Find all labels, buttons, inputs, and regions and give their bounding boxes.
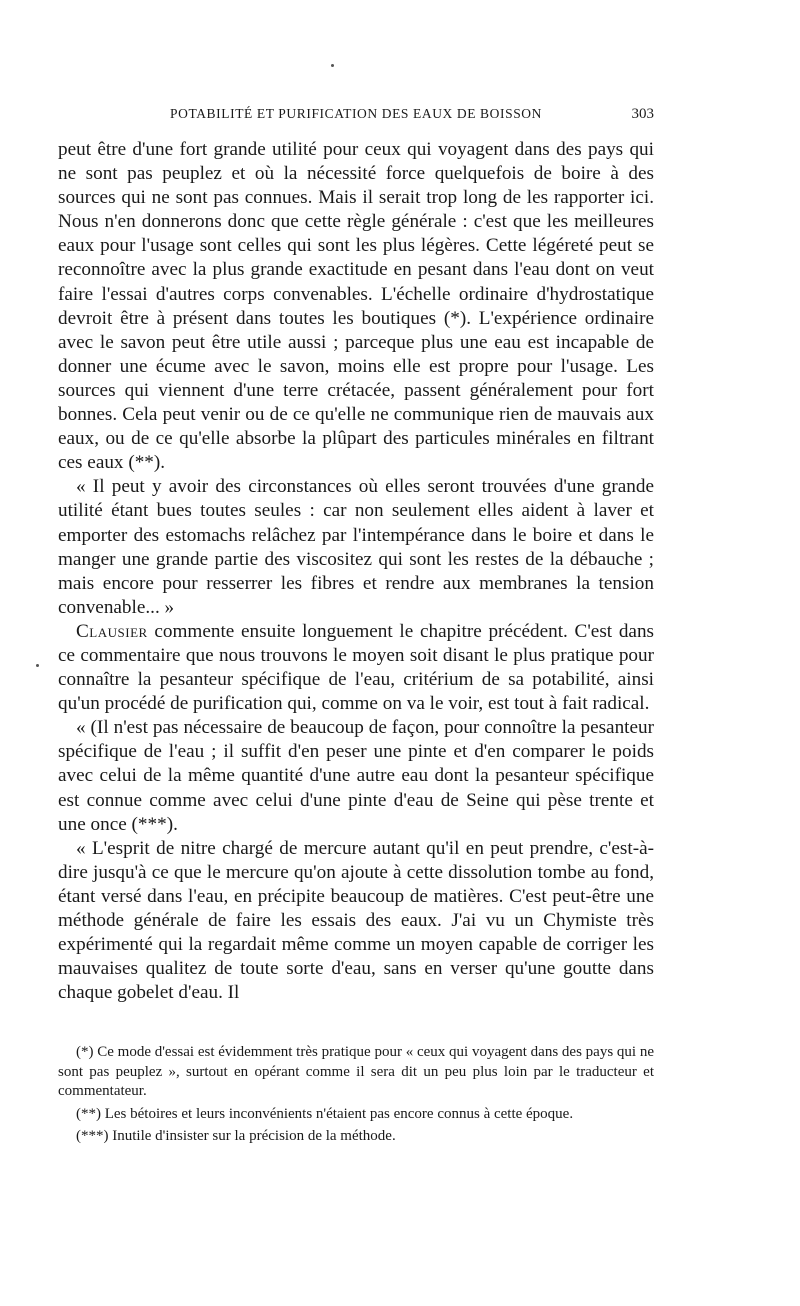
footnote-2: (**) Les bétoires et leurs inconvénients n'étaient pas encore connus à cette époque. [76,1105,574,1122]
footnote-1: (*) Ce mode d'essai est évidemment très pratique pour « ceux qui voyagent dans des pays qui ne sont pas peuplez », surtout en opérant comme il sera dit un peu plus loin par le traducteur et commentateur. [58,1044,654,1099]
paragraph-commentary-text: commente ensuite longuement le chapitre précédent. C'est dans ce commentaire que nous trouvons le moyen soit disant le plus pratique pour connaître la pesanteur spécifique de l'eau, critérium de sa potabilité, ainsi qu'un procédé de purification qui, comme on va le voir, est tout à fait radical. [58,620,654,715]
paragraph-quote-2: « (Il n'est pas nécessaire de beaucoup de façon, pour connoître la pesanteur spécifique de l'eau ; il suffit d'en peser une pinte et d'en comparer le poids avec celui de la même quantité d'une autre eau dont la pesanteur spécifique est connue comme avec celui d'une pinte d'eau de Seine qui pèse trente et une once (***). [58,717,654,835]
running-head: POTABILITÉ ET PURIFICATION DES EAUX DE BOISSON [169,106,543,121]
page-number: 303 [631,106,654,122]
ink-speck [331,64,334,67]
footnotes [58,1043,654,1150]
author-name: Clausier [76,620,148,642]
body-text [58,138,654,1005]
ink-speck [36,664,39,667]
paragraph-quote-1: « Il peut y avoir des circonstances où elles seront trouvées d'une grande utilité étant bues toutes seules : car non seulement elles aident à laver et emporter des estomachs relâchez par l'intempérance dans le boire et dans le manger une grande partie des viscositez qui sont les restes de la débauche ; mais encore pour resserrer les fibres et rendre aux membranes la tension convenable... » [58,476,654,618]
paragraph-continuation: peut être d'une fort grande utilité pour ceux qui voyagent dans des pays qui ne sont pas peuplez et où la nécessité force quelquefois de boire à des sources qui ne sont pas connues. Mais il serait trop long de les rapporter ici. Nous n'en donnerons donc que cette règle générale : c'est que les meilleures eaux pour l'usage sont celles qui sont les plus légères. Cette légéreté peut se reconnoître avec la plus grande exactitude en pesant dans l'eau dont on veut faire l'essai d'autres corps convenables. L'échelle ordinaire d'hydrostatique devroit être à présent dans toutes les boutiques (*). L'expérience ordinaire avec le savon peut être utile aussi ; parceque plus une eau est incapable de donner une écume avec le savon, moins elle est propre pour l'usage. Les sources qui viennent d'une terre crétacée, passent généralement pour fort bonnes. Cela peut venir ou de ce qu'elle ne communique rien de mauvais aux eaux, ou de ce qu'elle absorbe la plûpart des particules minérales en filtrant ces eaux (**). [58,139,654,474]
paragraph-commentary [58,620,654,716]
page-header [58,106,654,128]
footnote-3: (***) Inutile d'insister sur la précision de la méthode. [76,1128,396,1144]
paragraph-quote-3: « L'esprit de nitre chargé de mercure autant qu'il en peut prendre, c'est-à-dire jusqu'à ce que le mercure qu'on ajoute à cette dissolution tombe au fond, étant versé dans l'eau, en précipite beaucoup de matières. C'est peut-être une méthode générale de faire les essais des eaux. J'ai vu un Chymiste très expérimenté qui la regardait même comme un moyen capable de corriger les mauvaises qualitez de toute sorte d'eau, sans en verser qu'une goutte dans chaque gobelet d'eau. Il [58,837,654,1004]
